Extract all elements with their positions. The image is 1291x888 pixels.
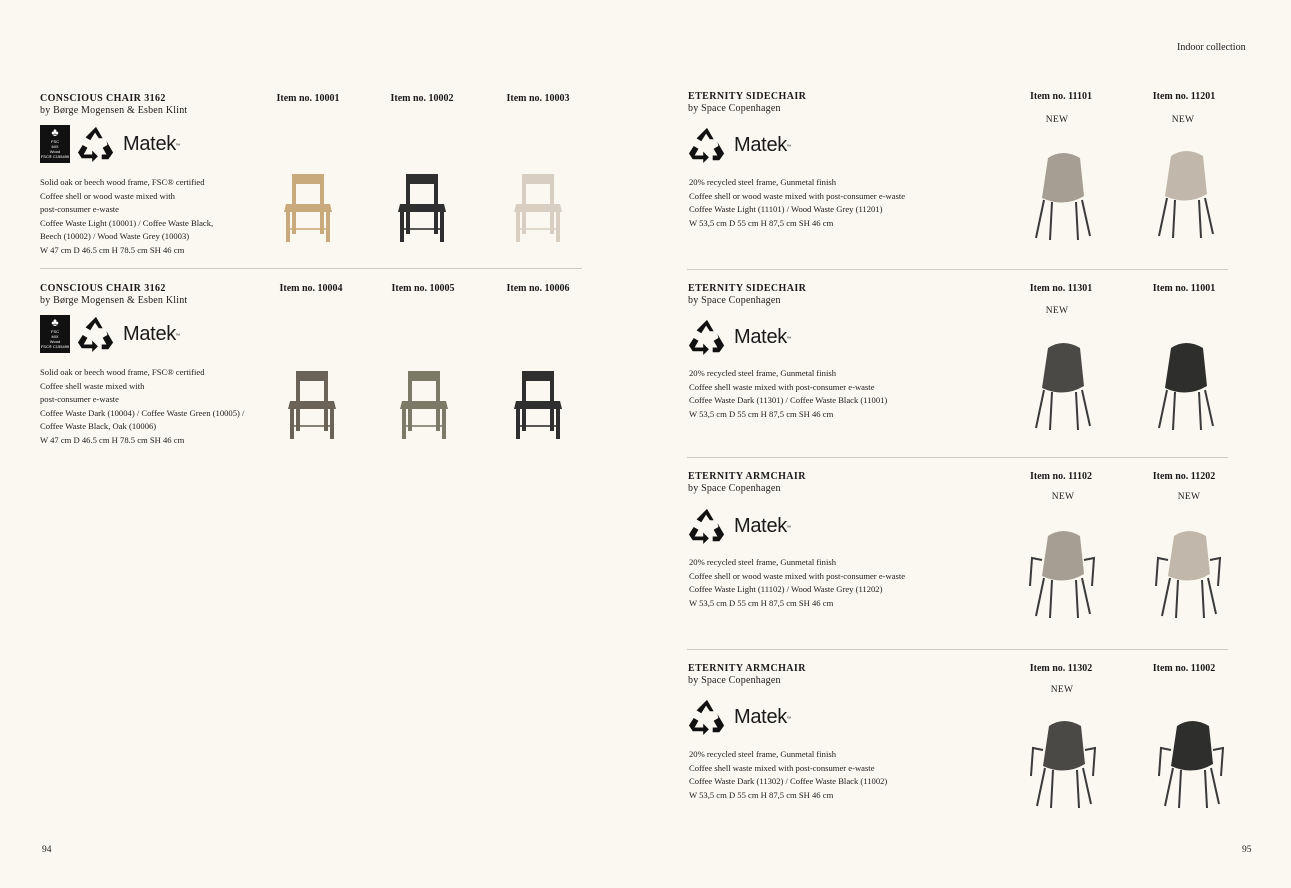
divider [40,268,582,269]
chair-leg [1036,578,1044,616]
divider [687,649,1228,650]
chair-shell [1168,531,1210,581]
new-badge: NEW [1045,115,1069,125]
item-number: Item no. 10003 [506,93,570,104]
recycle-icon [688,507,726,545]
product-description: 20% recycled steel frame, Gunmetal finish Coffee shell or wood waste mixed with post-consumer e-waste Coffee Waste Light (11101) / Wood Waste Grey (11201) W 53,5 cm D 55 cm H 87,5 cm SH 46 cm [689,177,906,228]
chair-front-leg [440,212,444,242]
page-number-right: 95 [1242,845,1252,855]
chair-leg [1050,580,1052,618]
section-label: Indoor collection [1177,42,1246,53]
certification-logos [688,507,791,545]
chair-armrest [1031,748,1043,776]
chair-leg [1082,200,1090,236]
chair-armrest [1213,748,1223,776]
chair-image [282,365,342,443]
chair-image [1155,718,1225,810]
product-title: ETERNITY ARMCHAIR [688,663,806,674]
tree-icon: ♣ [51,127,59,139]
chair-front-leg [330,409,334,439]
chair-stretcher [404,425,444,427]
chair-leg [1077,770,1079,808]
fsc-logo: ♣ FSC MIX Wood FSC® C155499 [40,125,70,163]
chair-stretcher [288,228,328,230]
chair-shell [1043,721,1085,771]
recycle-icon [688,126,726,164]
chair-leg [1076,392,1078,430]
product-designer: by Space Copenhagen [688,103,781,114]
chair-front-leg [442,409,446,439]
chair-leg [1205,770,1207,808]
matek-logo: Matek ™ [734,515,791,537]
chair-armrest [1085,748,1095,776]
chair-leg [1036,390,1044,428]
item-number: Item no. 11101 [1030,91,1092,102]
item-number: Item no. 10005 [391,283,455,294]
product-title: ETERNITY SIDECHAIR [688,283,807,294]
divider [687,269,1228,270]
chair-image [278,168,338,246]
chair-leg [1165,768,1173,806]
recycle-icon [77,125,115,163]
chair-image [394,365,454,443]
chair-seat [398,204,446,212]
chair-armrest [1084,558,1094,586]
chair-stretcher [402,228,442,230]
product-designer: by Space Copenhagen [688,675,781,686]
item-number: Item no. 11301 [1029,283,1093,294]
chair-leg [1051,770,1053,808]
chair-image [1026,528,1096,620]
certification-logos [688,126,791,164]
item-number: Item no. 10001 [276,93,340,104]
chair-backrest [522,371,554,381]
chair-leg [1176,580,1178,618]
chair-image [1030,150,1096,242]
chair-leg [1162,578,1170,616]
product-designer: by Børge Mogensen & Esben Klint [40,295,188,306]
chair-front-leg [290,409,294,439]
product-conscious-chair-2 [40,283,187,307]
chair-armrest [1030,558,1042,586]
matek-logo: Matek ™ [734,134,791,156]
chair-leg [1036,200,1044,238]
product-description: 20% recycled steel frame, Gunmetal finish Coffee shell or wood waste mixed with post-consumer e-waste Coffee Waste Light (11102) / Wood Waste Grey (11202) W 53,5 cm D 55 cm H 87,5 cm SH 46 cm [689,557,906,608]
product-title: CONSCIOUS CHAIR 3162 [40,283,166,294]
product-title: ETERNITY ARMCHAIR [688,471,806,482]
certification-logos [688,698,791,736]
product-title: CONSCIOUS CHAIR 3162 [40,93,166,104]
product-description: Solid oak or beech wood frame, FSC® certified Coffee shell waste mixed with post-consumer e-waste Coffee Waste Dark (10004) / Coffee Waste Green (10005) / Coffee Waste Black, Oak (10006) W 47 cm D 46.5 cm H 78.5 cm SH 46 cm [40,367,245,445]
chair-image [392,168,452,246]
chair-image [1152,528,1222,620]
chair-image [1027,718,1097,810]
chair-shell [1171,721,1213,771]
certification-logos [40,315,180,353]
chair-leg [1205,390,1213,426]
new-badge: NEW [1171,115,1195,125]
chair-leg [1199,200,1201,238]
item-number: Item no. 10006 [506,283,570,294]
item-number: Item no. 11001 [1152,283,1216,294]
product-description: 20% recycled steel frame, Gunmetal finish Coffee shell waste mixed with post-consumer e-waste Coffee Waste Dark (11302) / Coffee Waste Black (11002) W 53,5 cm D 55 cm H 87,5 cm SH 46 cm [689,749,888,800]
product-eternity-sidechair-1 [688,91,806,115]
item-number: Item no. 11202 [1152,471,1216,482]
chair-stretcher [518,228,558,230]
chair-shell [1165,151,1207,201]
recycle-icon [688,698,726,736]
product-description: Solid oak or beech wood frame, FSC® certified Coffee shell or wood waste mixed with post-consumer e-waste Coffee Waste Light (10001) / Coffee Waste Black, Beech (10002) / Wood Waste Grey (10003) W 47 cm D 46.5 cm H 78.5 cm SH 46 cm [40,177,214,255]
chair-backrest [522,174,554,184]
chair-seat [514,204,562,212]
chair-image [508,365,568,443]
chair-shell [1042,153,1084,203]
chair-front-leg [286,212,290,242]
chair-leg [1179,770,1181,808]
chair-front-leg [400,212,404,242]
certification-logos [40,125,180,163]
item-number: Item no. 11002 [1152,663,1216,674]
chair-backrest [406,174,438,184]
chair-leg [1199,392,1201,430]
chair-backrest [296,371,328,381]
new-badge: NEW [1050,685,1074,695]
certification-logos [688,318,791,356]
chair-leg [1050,202,1052,240]
chair-armrest [1156,558,1168,586]
chair-leg [1076,580,1078,618]
chair-backrest [408,371,440,381]
chair-leg [1076,202,1078,240]
chair-leg [1208,578,1216,614]
chair-backrest [292,174,324,184]
item-number: Item no. 10002 [390,93,454,104]
chair-shell [1042,531,1084,581]
item-number: Item no. 11102 [1030,471,1092,482]
chair-leg [1082,390,1090,426]
chair-front-leg [402,409,406,439]
new-badge: NEW [1177,492,1201,502]
chair-leg [1159,198,1167,236]
tree-icon: ♣ [51,317,59,329]
chair-armrest [1159,748,1171,776]
new-badge: NEW [1051,492,1075,502]
product-title: ETERNITY SIDECHAIR [688,91,807,102]
chair-image [508,168,568,246]
chair-shell [1042,343,1084,393]
product-description: 20% recycled steel frame, Gunmetal finish Coffee shell waste mixed with post-consumer e-waste Coffee Waste Dark (11301) / Coffee Waste Black (11001) W 53,5 cm D 55 cm H 87,5 cm SH 46 cm [689,368,888,419]
chair-stretcher [518,425,558,427]
chair-front-leg [556,212,560,242]
chair-leg [1202,580,1204,618]
product-designer: by Børge Mogensen & Esben Klint [40,105,188,116]
page-number-left: 94 [42,845,52,855]
product-conscious-chair-1 [40,93,187,117]
chair-leg [1173,200,1175,238]
item-number: Item no. 11302 [1029,663,1093,674]
chair-shell [1165,343,1207,393]
chair-armrest [1210,558,1220,586]
chair-front-leg [326,212,330,242]
divider [687,457,1228,458]
product-eternity-sidechair-2 [688,283,806,307]
product-eternity-armchair-1 [688,471,806,495]
fsc-logo: ♣ FSC MIX Wood FSC® C155499 [40,315,70,353]
recycle-icon [77,315,115,353]
chair-leg [1037,768,1045,806]
recycle-icon [688,318,726,356]
matek-logo: Matek ™ [123,323,180,345]
item-number: Item no. 11201 [1152,91,1216,102]
matek-logo: Matek ™ [123,133,180,155]
matek-logo: Matek ™ [734,706,791,728]
chair-leg [1205,198,1213,234]
chair-seat [400,401,448,409]
chair-leg [1173,392,1175,430]
chair-stretcher [292,425,332,427]
item-number: Item no. 10004 [279,283,343,294]
chair-leg [1050,392,1052,430]
product-designer: by Space Copenhagen [688,483,781,494]
product-eternity-armchair-2 [688,663,806,687]
chair-front-leg [516,409,520,439]
chair-image [1153,148,1219,240]
chair-seat [288,401,336,409]
chair-leg [1082,578,1090,614]
chair-seat [514,401,562,409]
matek-logo: Matek ™ [734,326,791,348]
chair-front-leg [516,212,520,242]
chair-seat [284,204,332,212]
chair-leg [1083,768,1091,804]
chair-image [1030,340,1096,432]
new-badge: NEW [1045,306,1069,316]
chair-leg [1211,768,1219,804]
product-designer: by Space Copenhagen [688,295,781,306]
chair-image [1153,340,1219,432]
chair-front-leg [556,409,560,439]
chair-leg [1159,390,1167,428]
